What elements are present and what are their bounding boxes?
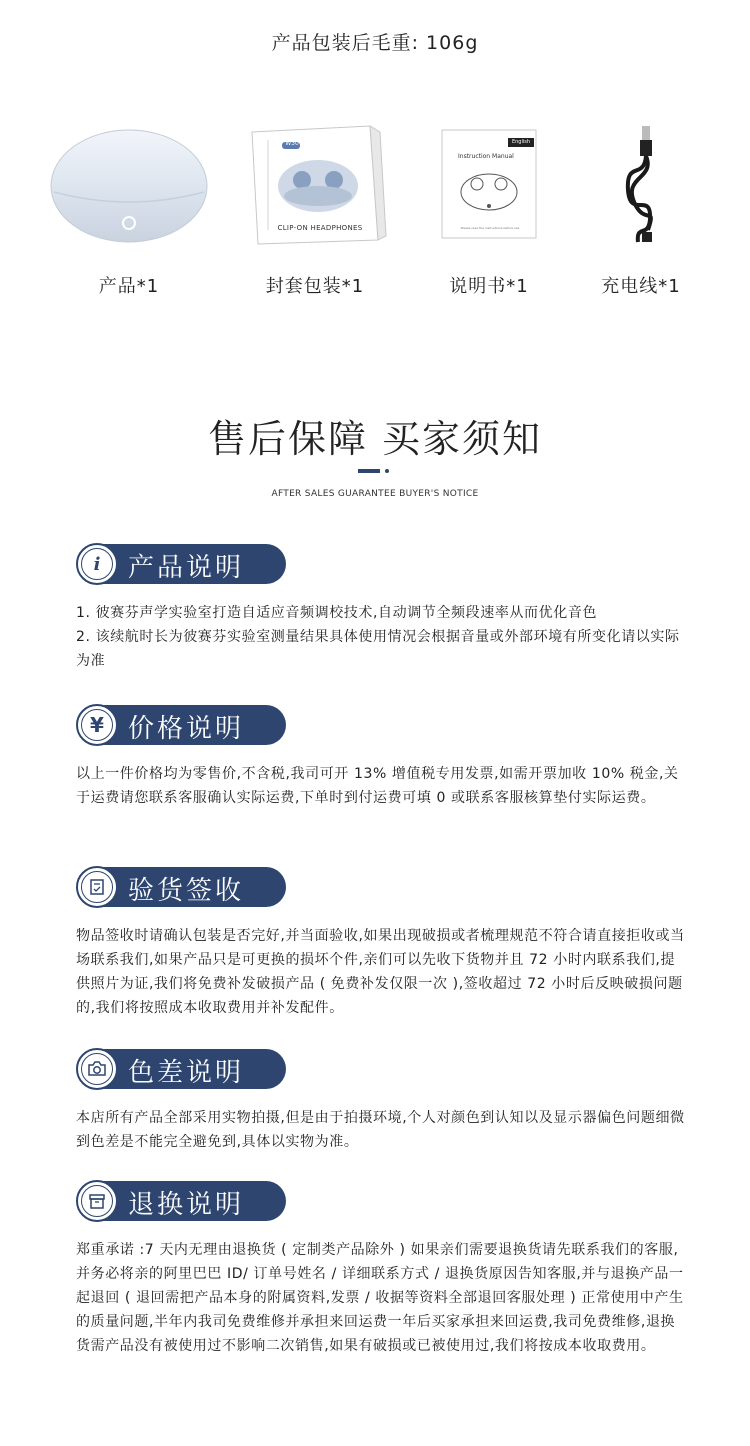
section-return-exchange bbox=[76, 1180, 686, 1358]
manual-title: Instruction Manual bbox=[458, 153, 514, 160]
section-label: 验货签收 bbox=[128, 876, 245, 906]
section-label: 价格说明 bbox=[128, 714, 245, 744]
box-product-name: CLIP-ON HEADPHONES bbox=[277, 224, 363, 232]
notice-subtitle: AFTER SALES GUARANTEE BUYER'S NOTICE bbox=[271, 489, 479, 499]
package-item-box bbox=[230, 120, 400, 297]
section-inspection bbox=[76, 866, 686, 1020]
section-badge bbox=[76, 704, 288, 746]
section-price-info bbox=[76, 704, 686, 810]
package-item-manual bbox=[404, 120, 574, 297]
info-icon: i bbox=[81, 548, 113, 580]
section-body: 本店所有产品全部采用实物拍摄,但是由于拍摄环境,个人对颜色到认知以及显示器偏色问题细微到色差是不能完全避免到,具体以实物为准。 bbox=[76, 1110, 685, 1150]
package-item-product bbox=[44, 120, 214, 297]
section-color-difference bbox=[76, 1048, 686, 1154]
title-divider-dot bbox=[385, 469, 389, 473]
title-divider bbox=[358, 469, 380, 473]
section-body: 物品签收时请确认包装是否完好,并当面验收,如果出现破损或者梳理规范不符合请直接拒收或当场联系我们,如果产品只是可更换的损坏个件,亲们可以先收下货物并且 72 小时内联系我们,提供照片为证,我们将免费补发破损产品 ( 免费补发仅限一次 ),签收超过 72 小时后反映破损问题的,我们将按照成本收取费用并补发配件。 bbox=[76, 928, 685, 1016]
package-weight: 产品包装后毛重: 106g bbox=[271, 32, 479, 54]
section-body: 郑重承诺 :7 天内无理由退换货 ( 定制类产品除外 ) 如果亲们需要退换货请先联系我们的客服,并务必将亲的阿里巴巴 ID/ 订单号姓名 / 详细联系方式 / 退换货原因告知客服,并与退换产品一起退回 ( 退回需把产品本身的附属资料,发票 / 收据等资料全部退回客服处理 ) 正常使用中产生的质量问题,半年内我司免费维修并承担来回运费一年后买家承担来回运费,我司免费维修,退换货需产品没有被使用过不影响二次销售,如果有破损或已被使用过,我们将按成本收取费用。 bbox=[76, 1242, 684, 1354]
section-badge bbox=[76, 1180, 288, 1222]
earbud-case-image bbox=[44, 120, 214, 250]
section-badge bbox=[76, 866, 288, 908]
box-badge: W30 bbox=[285, 140, 299, 147]
section-body: 以上一件价格均为零售价,不含税,我司可开 13% 增值税专用发票,如需开票加收 10% 税金,关于运费请您联系客服确认实际运费,下单时到付运费可填 0 或联系客服核算垫付实际运费。 bbox=[76, 766, 679, 806]
caption-manual: 说明书*1 bbox=[449, 276, 529, 297]
caption-cable: 充电线*1 bbox=[601, 276, 681, 297]
notice-title: 售后保障 买家须知 bbox=[207, 417, 543, 461]
section-product-info bbox=[76, 543, 686, 673]
checklist-icon bbox=[81, 871, 113, 903]
manual-image bbox=[404, 120, 574, 250]
section-label: 色差说明 bbox=[128, 1058, 245, 1088]
package-item-cable bbox=[556, 120, 726, 297]
section-badge bbox=[76, 543, 288, 585]
manual-footer: Please read the instructions before use bbox=[460, 226, 520, 230]
section-body: 1. 彼赛芬声学实验室打造自适应音频调校技术,自动调节全频段速率从而优化音色 2. 该续航时长为彼赛芬实验室测量结果具体使用情况会根据音量或外部环境有所变化请以实际为准 bbox=[76, 605, 680, 669]
retail-box-image bbox=[230, 120, 400, 250]
camera-icon bbox=[81, 1053, 113, 1085]
box-icon bbox=[81, 1185, 113, 1217]
section-label: 产品说明 bbox=[128, 553, 245, 583]
manual-tag: English bbox=[511, 139, 531, 145]
package-contents bbox=[0, 120, 750, 310]
caption-box: 封套包装*1 bbox=[265, 276, 365, 297]
charging-cable-image bbox=[556, 120, 726, 250]
section-label: 退换说明 bbox=[128, 1190, 245, 1220]
section-badge bbox=[76, 1048, 288, 1090]
caption-product: 产品*1 bbox=[98, 276, 160, 297]
yen-icon: ¥ bbox=[81, 709, 113, 741]
